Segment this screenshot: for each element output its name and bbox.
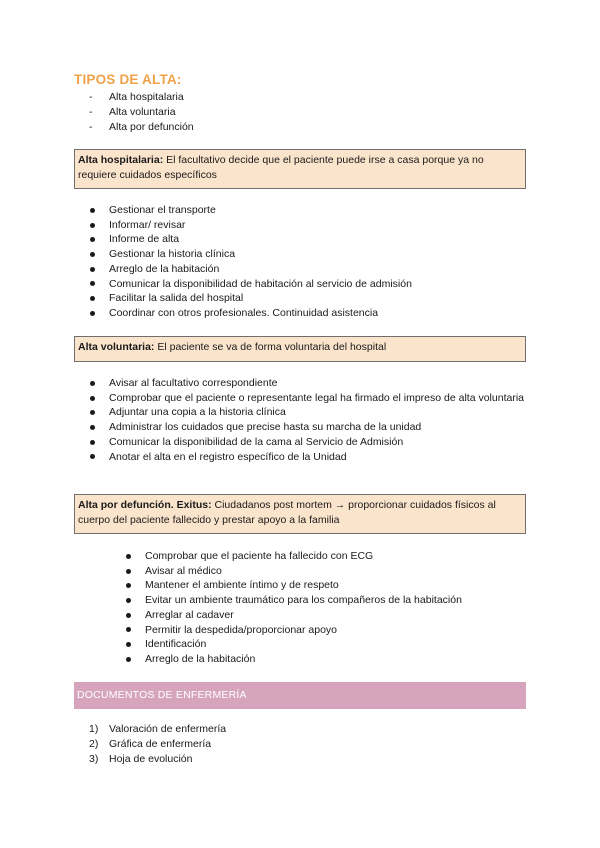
list-item: Arreglo de la habitación xyxy=(110,652,526,667)
list-item: Comprobar que el paciente o representante legal ha firmado el impreso de alta voluntaria xyxy=(74,391,526,406)
tipos-list xyxy=(74,90,194,134)
list-item xyxy=(74,752,226,767)
list-item: - Alta hospitalaria xyxy=(74,90,194,105)
alta-defuncion-text: Ciudadanos post mortem → proporcionar cuidados físicos al cuerpo del paciente fallecido y prestar apoyo a la familia xyxy=(78,499,496,526)
list-item: Arreglo de la habitación xyxy=(74,262,526,277)
list-item: Avisar al médico xyxy=(110,564,526,579)
list-item: Permitir la despedida/proporcionar apoyo xyxy=(110,623,526,638)
list-item: Informe de alta xyxy=(74,232,526,247)
documentos-list xyxy=(74,722,226,766)
list-item: Mantener el ambiente íntimo y de respeto xyxy=(110,578,526,593)
alta-voluntaria-text: El paciente se va de forma voluntaria del hospital xyxy=(154,341,387,353)
list-label: Valoración de enfermería xyxy=(109,723,227,735)
list-number: 2) xyxy=(89,737,99,750)
list-item: Facilitar la salida del hospital xyxy=(74,291,526,306)
alta-defuncion-label: Alta por defunción. Exitus: xyxy=(78,499,212,511)
tipos-de-alta-heading: TIPOS DE ALTA: xyxy=(74,72,182,87)
list-item: Gestionar el transporte xyxy=(74,203,526,218)
list-item: Informar/ revisar xyxy=(74,218,526,233)
documentos-banner: DOCUMENTOS DE ENFERMERÍA xyxy=(74,682,526,709)
alta-defuncion-box xyxy=(74,494,526,534)
list-number: 3) xyxy=(89,752,99,765)
list-item: Avisar al facultativo correspondiente xyxy=(74,376,526,391)
alta-hospitalaria-text: El facultativo decide que el paciente puede irse a casa porque ya no requiere cuidados específicos xyxy=(78,154,484,181)
list-item: Comunicar la disponibilidad de la cama al Servicio de Admisión xyxy=(74,435,526,450)
list-item: Identificación xyxy=(110,637,526,652)
list-label: Hoja de evolución xyxy=(109,752,193,765)
list-item: Gestionar la historia clínica xyxy=(74,247,526,262)
list-item: Administrar los cuidados que precise hasta su marcha de la unidad xyxy=(74,420,526,435)
list-item xyxy=(74,722,226,737)
list-item: Adjuntar una copia a la historia clínica xyxy=(74,405,526,420)
list-item: Evitar un ambiente traumático para los compañeros de la habitación xyxy=(110,593,526,608)
alta-voluntaria-label: Alta voluntaria: xyxy=(78,341,155,353)
list-item xyxy=(74,737,226,752)
alta-hospitalaria-label: Alta hospitalaria: xyxy=(78,154,164,166)
alta-voluntaria-box xyxy=(74,336,526,362)
list-item: Comunicar la disponibilidad de habitación al servicio de admisión xyxy=(74,277,526,292)
alta-defuncion-list xyxy=(110,549,526,667)
alta-hospitalaria-list xyxy=(74,203,526,321)
alta-hospitalaria-box xyxy=(74,149,526,189)
list-item: Arreglar al cadaver xyxy=(110,608,526,623)
list-item: Comprobar que el paciente ha fallecido con ECG xyxy=(110,549,526,564)
list-number: 1) xyxy=(89,723,99,735)
list-item: Anotar el alta en el registro específico de la Unidad xyxy=(74,450,526,465)
list-item: - Alta voluntaria xyxy=(74,105,194,120)
alta-voluntaria-list xyxy=(74,376,526,464)
list-label: Gráfica de enfermería xyxy=(109,737,212,750)
list-item: - Alta por defunción xyxy=(74,120,194,135)
list-item: Coordinar con otros profesionales. Continuidad asistencia xyxy=(74,306,526,321)
